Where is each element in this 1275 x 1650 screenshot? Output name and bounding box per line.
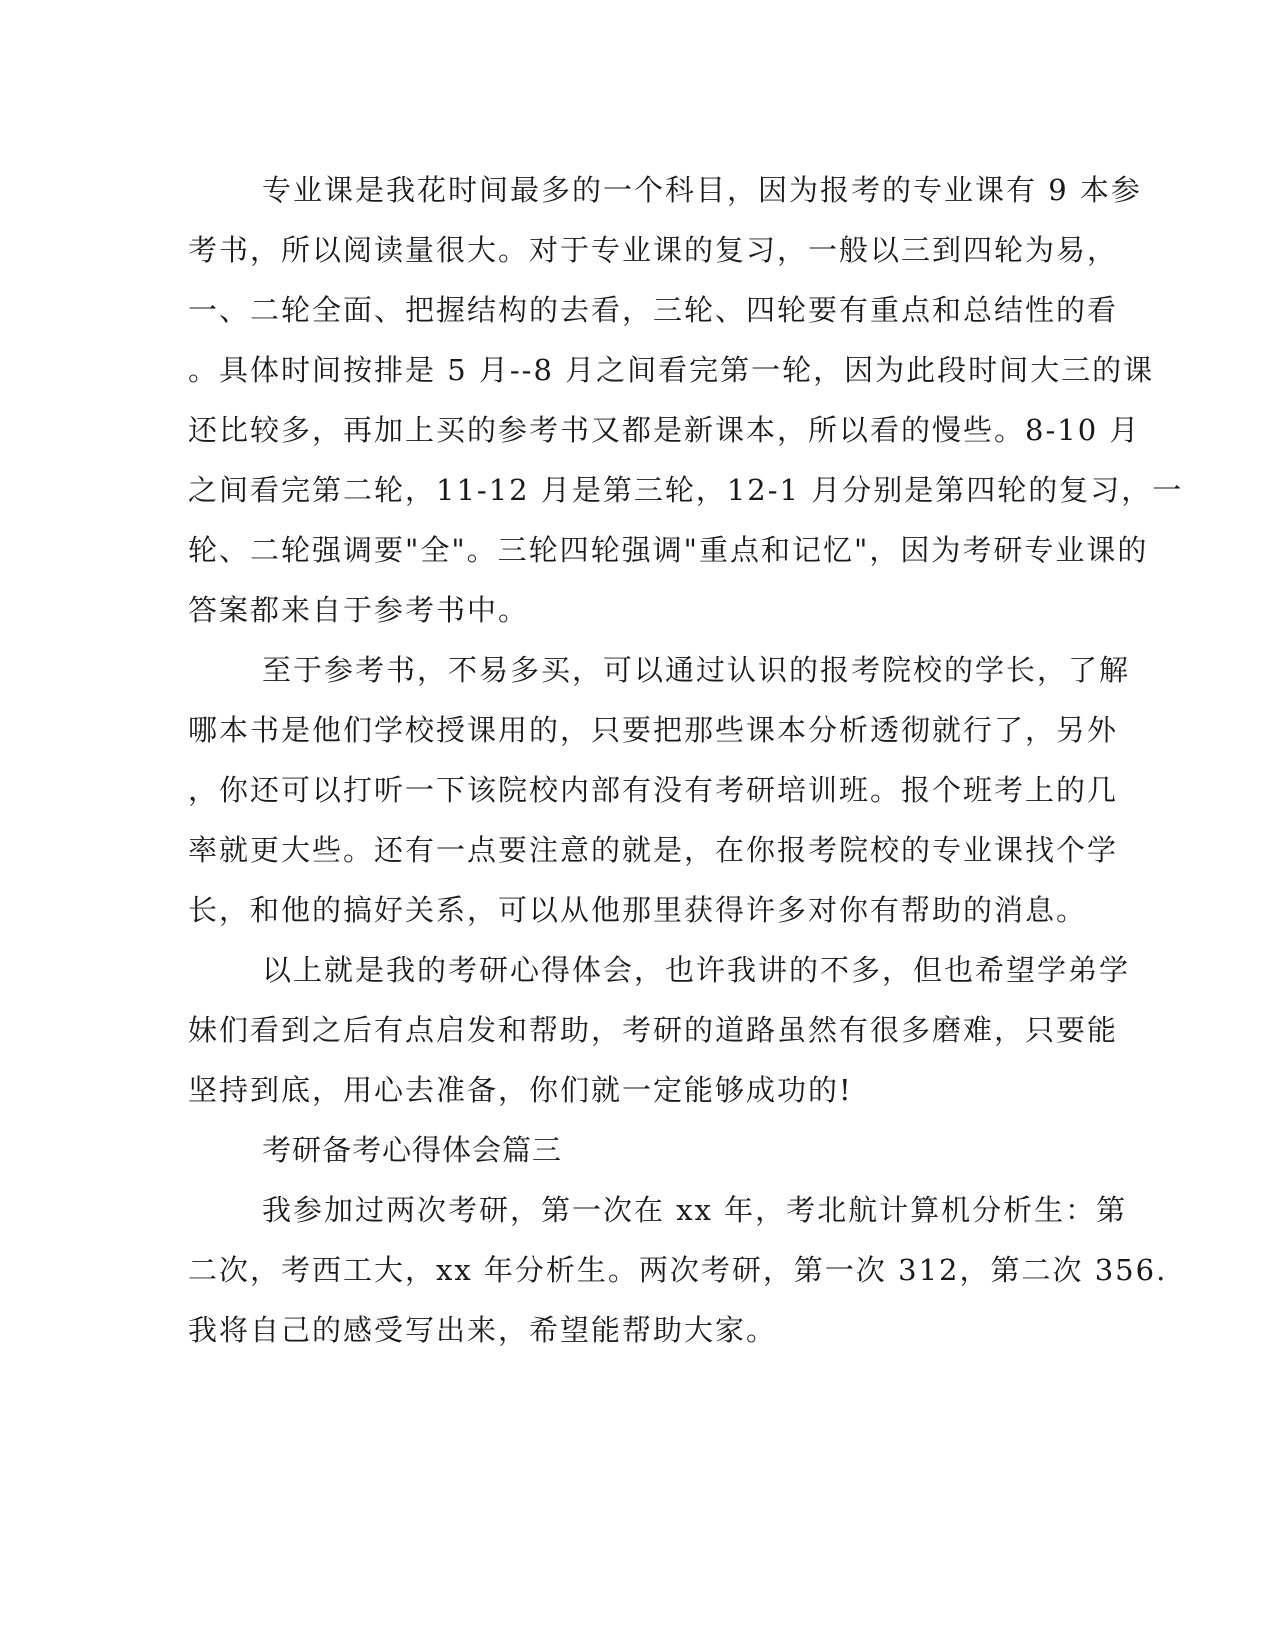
paragraph-two-exams	[188, 1180, 1168, 1360]
section-heading	[188, 1120, 1068, 1180]
paragraph-conclusion	[188, 940, 1131, 1120]
text-line: 之间看完第二轮，11-12 月是第三轮，12-1 月分别是第四轮的复习，一	[188, 473, 1184, 507]
text-line: 轮、二轮强调要"全"。三轮四轮强调"重点和记忆"，因为考研专业课的	[188, 533, 1149, 567]
text-line: 我将自己的感受写出来，希望能帮助大家。	[188, 1313, 778, 1347]
text-line: 率就更大些。还有一点要注意的就是，在你报考院校的专业课找个学	[188, 833, 1119, 867]
text-line: 专业课是我花时间最多的一个科目，因为报考的专业课有 9 本参	[262, 173, 1142, 207]
text-line: 我参加过两次考研，第一次在 xx 年，考北航计算机分析生：第	[262, 1193, 1128, 1227]
text-line: 坚持到底，用心去准备，你们就一定能够成功的!	[188, 1073, 853, 1107]
text-line: 。具体时间按排是 5 月--8 月之间看完第一轮，因为此段时间大三的课	[188, 353, 1155, 387]
text-line: 长，和他的搞好关系，可以从他那里获得许多对你有帮助的消息。	[188, 893, 1088, 927]
text-line: 一、二轮全面、把握结构的去看，三轮、四轮要有重点和总结性的看	[188, 293, 1119, 327]
paragraph-specialized-course	[188, 160, 1184, 640]
text-line: 考书，所以阅读量很大。对于专业课的复习，一般以三到四轮为易，	[188, 233, 1119, 267]
text-line: 哪本书是他们学校授课用的，只要把那些课本分析透彻就行了，另外	[188, 713, 1119, 747]
text-line: 答案都来自于参考书中。	[188, 593, 530, 627]
text-line: 还比较多，再加上买的参考书又都是新课本，所以看的慢些。8-10 月	[188, 413, 1141, 447]
paragraph-reference-books	[188, 640, 1131, 940]
text-line: 二次，考西工大，xx 年分析生。两次考研，第一次 312，第二次 356.	[188, 1253, 1168, 1287]
text-line: ，你还可以打听一下该院校内部有没有考研培训班。报个班考上的几	[188, 773, 1119, 807]
text-line: 以上就是我的考研心得体会，也许我讲的不多，但也希望学弟学	[262, 953, 1131, 987]
text-line: 至于参考书，不易多买，可以通过认识的报考院校的学长，了解	[262, 653, 1131, 687]
section-heading-text: 考研备考心得体会篇三	[262, 1133, 563, 1167]
document-body	[188, 160, 1184, 1360]
text-line: 妹们看到之后有点启发和帮助，考研的道路虽然有很多磨难，只要能	[188, 1013, 1119, 1047]
